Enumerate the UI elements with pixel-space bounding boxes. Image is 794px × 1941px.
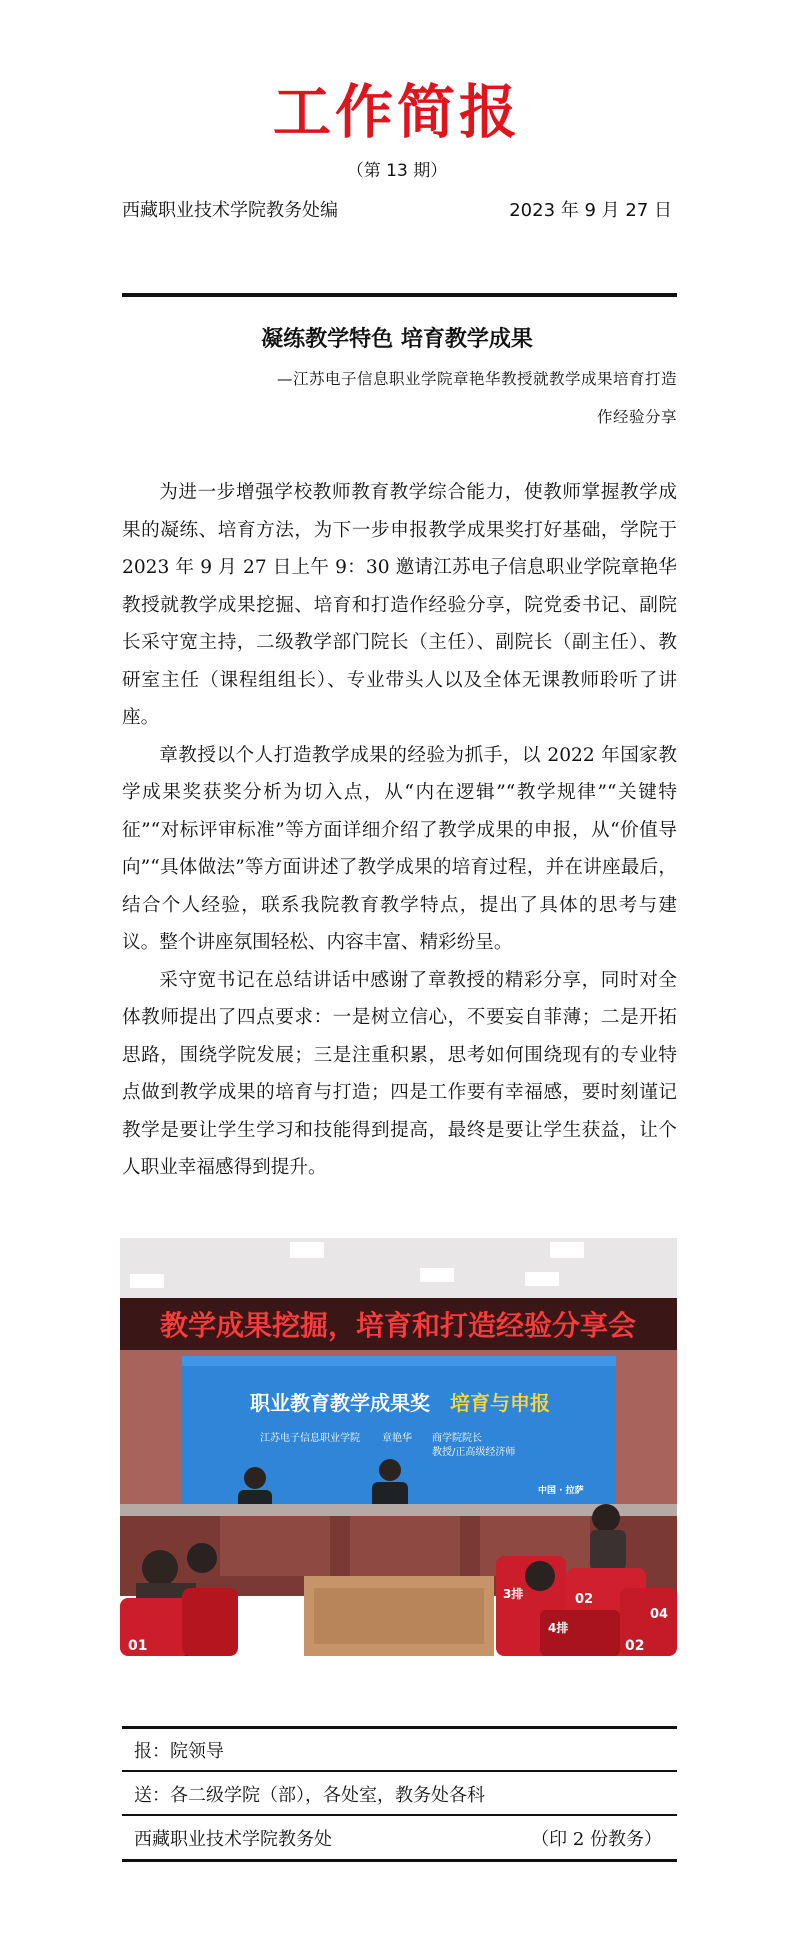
screen-school: 江苏电子信息职业学院 xyxy=(260,1433,360,1444)
footer-divider-4 xyxy=(122,1859,677,1862)
issuing-office: 西藏职业技术学院教务处编 xyxy=(122,200,338,221)
header-divider xyxy=(122,293,677,297)
paragraph-2: 章教授以个人打造教学成果的经验为抓手，以 2022 年国家教学成果奖获奖分析为切入点，从“内在逻辑”“教学规律”“关键特征”“对标评审标准”等方面详细介绍了教学成果的申报，从“价值导向”“具体做法”等方面讲述了教学成果的培育过程，并在讲座最后，结合个人经验，联系我院教育教学特点，提出了具体的思考与建议。整个讲座氛围轻松、内容丰富、精彩纷呈。 xyxy=(122,744,677,953)
article-subtitle-line-1: —江苏电子信息职业学院章艳华教授就教学成果培育打造 xyxy=(276,370,677,388)
seat-label-02-a: 02 xyxy=(575,1592,594,1607)
paragraph-3: 采守宽书记在总结讲话中感谢了章教授的精彩分享，同时对全体教师提出了四点要求：一是树立信心，不要妄自菲薄；二是开拓思路，围绕学院发展；三是注重积累，思考如何围绕现有的专业特点做到教学成果的培育与打造；四是工作要有幸福感，要时刻谨记教学是要让学生学习和技能得到提高，最终是要让学生获益，让个人职业幸福感得到提升。 xyxy=(122,969,677,1178)
footer-divider-3 xyxy=(122,1814,677,1816)
screen-lecturer-role-1: 商学院院长 xyxy=(432,1433,482,1444)
printing-office: 西藏职业技术学院教务处 xyxy=(134,1829,332,1850)
screen-location: 中国 · 拉萨 xyxy=(538,1486,584,1496)
issue-date: 2023 年 9 月 27 日 xyxy=(509,200,672,221)
footer-divider-1 xyxy=(122,1726,677,1729)
report-to: 报：院领导 xyxy=(134,1741,224,1762)
article-body xyxy=(122,474,677,1187)
screen-lecturer-role-2: 教授/正高级经济师 xyxy=(432,1447,516,1458)
screen-title-yellow: 培育与申报 xyxy=(450,1391,550,1415)
screen-title-white: 职业教育教学成果奖 xyxy=(250,1391,430,1415)
seat-label-row-3: 3排 xyxy=(503,1587,524,1601)
print-copies: （印 2 份教务） xyxy=(531,1829,662,1850)
screen-lecturer-name: 章艳华 xyxy=(382,1433,412,1444)
seat-label-row-4: 4排 xyxy=(548,1621,569,1635)
led-banner-text: 教学成果挖掘，培育和打造经验分享会 xyxy=(159,1309,637,1342)
lecture-photo xyxy=(120,1238,677,1656)
article-subtitle-line-2: 作经验分享 xyxy=(596,408,677,426)
issue-number: （第 13 期） xyxy=(346,161,448,181)
send-to: 送：各二级学院（部），各处室，教务处各科 xyxy=(134,1785,485,1806)
article-headline: 凝练教学特色 培育教学成果 xyxy=(261,326,533,352)
paragraph-1: 为进一步增强学校教师教育教学综合能力，使教师掌握教学成果的凝练、培育方法，为下一步申报教学成果奖打好基础，学院于 2023 年 9 月 27 日上午 9：30 邀请江苏电子信息职业学院章艳华教授就教学成果挖掘、培育和打造作经验分享，院党委书记、副院长采守宽主持，二级教学部门院长（主任）、副院长（副主任）、教研室主任（课程组组长）、专业带头人以及全体无课教师聆听了讲座。 xyxy=(122,482,677,728)
seat-label-04: 04 xyxy=(650,1607,669,1622)
footer-divider-2 xyxy=(122,1770,677,1772)
briefing-title: 工作简报 xyxy=(272,78,521,146)
seat-label-02-b: 02 xyxy=(625,1638,645,1654)
seat-label-01: 01 xyxy=(128,1638,148,1654)
